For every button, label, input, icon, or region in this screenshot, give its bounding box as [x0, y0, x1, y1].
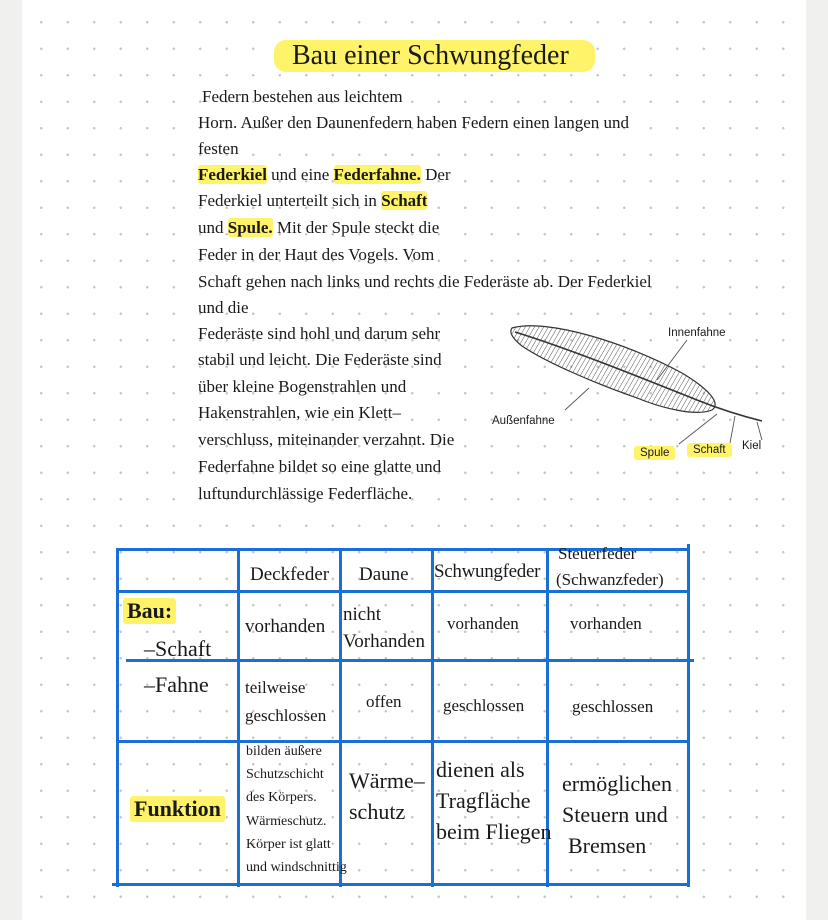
row-label-schaft: –Schaft — [144, 636, 212, 661]
page-title: Bau einer Schwungfeder — [274, 40, 595, 72]
cell-funktion-schwungfeder: dienen als — [436, 757, 525, 782]
table-divider — [339, 548, 342, 887]
cell-funktion-daune: Wärme– — [349, 768, 425, 793]
notebook-page — [22, 0, 806, 920]
text-line: luftundurchlässige Federfläche. — [198, 484, 413, 503]
cell-funktion-deckfeder: und windschnittig — [246, 860, 347, 875]
table-border-bottom — [112, 883, 688, 886]
cell-funktion-deckfeder: Schutzschicht — [246, 767, 324, 782]
header-deckfeder: Deckfeder — [250, 564, 330, 585]
cell-schaft-daune: nicht — [343, 604, 381, 625]
label-aussenfahne: Außenfahne — [492, 415, 555, 427]
text-line — [198, 188, 427, 214]
label-spule: Spule — [634, 446, 675, 460]
term-spule: Spule. — [227, 218, 273, 237]
text-line: Feder in der Haut des Vogels. Vom — [198, 245, 435, 264]
header-schwanzfeder: (Schwanzfeder) — [556, 570, 664, 589]
cell-funktion-schwungfeder: Tragfläche — [436, 788, 531, 813]
leader-schaft — [730, 416, 735, 443]
table-divider — [116, 740, 690, 743]
term-federfahne: Federfahne. — [333, 165, 421, 184]
label-kiel: Kiel — [742, 440, 762, 452]
leader-spule — [679, 414, 717, 444]
cell-funktion-deckfeder: Körper ist glatt — [246, 837, 331, 852]
cell-funktion-deckfeder: bilden äußere — [246, 744, 322, 759]
cell-fahne-schwungfeder: geschlossen — [443, 696, 525, 715]
table-border-left — [116, 548, 119, 887]
comparison-table — [116, 544, 694, 887]
row-label-fahne: –Fahne — [144, 672, 209, 697]
header-steuerfeder: Steuerfeder — [558, 544, 637, 563]
label-schaft: Schaft — [687, 443, 732, 457]
cell-schaft-steuerfeder: vorhanden — [570, 614, 642, 633]
cell-funktion-steuerfeder: Bremsen — [568, 833, 647, 858]
text-line: und die — [198, 298, 249, 317]
text-span: und — [198, 218, 228, 237]
label-innenfahne: Innenfahne — [668, 327, 726, 339]
cell-schaft-deckfeder: vorhanden — [245, 616, 326, 637]
text-line: Hakenstrahlen, wie ein Klett– — [198, 403, 401, 422]
row-label-funktion: Funktion — [130, 796, 225, 822]
text-span: und eine — [266, 165, 334, 184]
cell-fahne-daune: offen — [366, 692, 402, 711]
table-divider — [431, 548, 434, 887]
text-line: über kleine Bogenstrahlen und — [198, 377, 407, 396]
text-line: stabil und leicht. Die Federäste sind — [198, 350, 442, 369]
text-line: Schaft gehen nach links und rechts die Federäste ab. Der Federkiel — [198, 272, 652, 291]
header-schwungfeder: Schwungfeder — [434, 561, 541, 582]
leader-kiel — [757, 422, 762, 440]
cell-fahne-steuerfeder: geschlossen — [572, 697, 654, 716]
text-span: Federkiel unterteilt sich in — [198, 191, 382, 210]
leader-aussenfahne — [565, 388, 589, 410]
table-border-right — [687, 544, 690, 887]
cell-funktion-schwungfeder: beim Fliegen — [436, 819, 552, 844]
cell-schaft-daune: Vorhanden — [343, 631, 425, 652]
text-span: Mit der Spule steckt die — [272, 218, 440, 237]
header-daune: Daune — [359, 564, 409, 585]
text-span: Der — [420, 165, 451, 184]
table-divider — [116, 590, 690, 593]
text-line — [198, 162, 451, 188]
text-line: Federäste sind hohl und darum sehr — [198, 324, 441, 343]
term-federkiel: Federkiel — [198, 165, 267, 184]
cell-fahne-deckfeder: geschlossen — [245, 706, 327, 725]
cell-funktion-deckfeder: des Körpers. — [246, 790, 317, 805]
cell-schaft-schwungfeder: vorhanden — [447, 614, 519, 633]
text-line: Horn. Außer den Daunenfedern haben Federn einen langen und — [198, 113, 629, 132]
term-schaft: Schaft — [381, 191, 428, 210]
text-line: Federfahne bildet so eine glatte und — [198, 457, 442, 476]
text-line: festen — [198, 139, 239, 158]
cell-funktion-steuerfeder: ermöglichen — [562, 771, 672, 796]
text-line: verschluss, miteinander verzahnt. Die — [198, 430, 455, 449]
table-divider — [237, 548, 240, 887]
cell-funktion-steuerfeder: Steuern und — [562, 802, 668, 827]
text-line: Federn bestehen aus leichtem — [202, 87, 403, 106]
text-line — [198, 215, 439, 241]
cell-fahne-deckfeder: teilweise — [245, 678, 306, 697]
cell-funktion-daune: schutz — [349, 799, 406, 824]
cell-funktion-deckfeder: Wärmeschutz. — [246, 814, 327, 829]
row-label-bau: Bau: — [123, 598, 176, 624]
